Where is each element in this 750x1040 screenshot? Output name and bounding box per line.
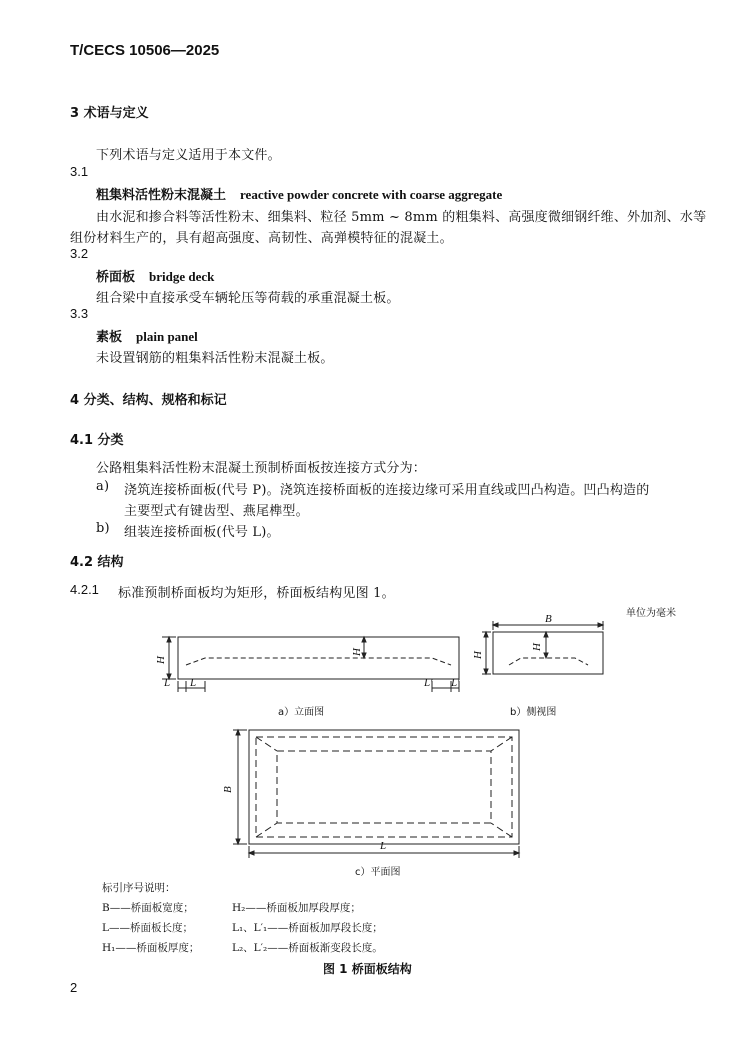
term-3-2-zh: 桥面板: [96, 270, 136, 285]
label-B-side: B: [545, 613, 552, 625]
clause-4-2-1-text: 标准预制桥面板均为矩形，桥面板结构见图 1。: [118, 586, 395, 601]
clause-4-2-1-number: 4.2.1: [70, 582, 99, 597]
term-3-3-zh: 素板: [96, 330, 123, 345]
label-L1: L: [164, 677, 171, 689]
term-3-2-definition: 组合梁中直接承受车辆轮压等荷载的承重混凝土板。: [96, 291, 400, 306]
section-4-title: 4 分类、结构、规格和标记: [70, 393, 227, 408]
section-3-title: 3 术语与定义: [70, 106, 149, 121]
list-item-a-line-2: 主要型式有键齿型、燕尾榫型。: [124, 504, 309, 519]
label-L-plan: L: [380, 840, 387, 852]
term-3-2-en: bridge deck: [149, 269, 215, 284]
term-3-2-title: [96, 266, 214, 285]
label-H1-side: H: [531, 643, 543, 651]
figure-title: 图 1 桥面板结构: [323, 962, 412, 976]
term-3-1-zh: 粗集料活性粉末混凝土: [96, 188, 227, 203]
label-L1-prime: L′: [451, 677, 460, 689]
section-4-2-title: 4.2 结构: [70, 555, 124, 570]
term-3-3-definition: 未设置钢筋的粗集料活性粉末混凝土板。: [96, 351, 334, 366]
term-3-3-number: 3.3: [70, 306, 89, 321]
list-item-b-line-1: 组装连接桥面板(代号 L)。: [124, 525, 280, 540]
legend-item: L₂、L′₂——桥面板渐变段长度。: [232, 942, 383, 954]
document-code: T/CECS 10506—2025: [70, 42, 220, 59]
plan-view-outline: [249, 730, 519, 844]
caption-b-side-view: b）侧视图: [510, 707, 557, 718]
term-3-1-en: reactive powder concrete with coarse aggregate: [240, 187, 503, 202]
section-4-1-intro: 公路粗集料活性粉末混凝土预制桥面板按连接方式分为：: [96, 461, 427, 476]
list-item-a-marker: a): [96, 479, 110, 494]
label-L2: L: [190, 677, 197, 689]
term-3-3-en: plain panel: [136, 329, 198, 344]
page-number: 2: [70, 980, 78, 995]
term-3-1-definition-line-1: 由水泥和掺合料等活性粉末、细集料、粒径 5mm ~ 8mm 的粗集料、高强度微细钢纤维、外加剂、水等: [96, 210, 707, 225]
term-3-1-definition-line-2: 组份材料生产的，具有超高强度、高韧性、高弹模特征的混凝土。: [70, 231, 453, 246]
plan-view-dashed-frame: [256, 737, 512, 837]
term-3-1-number: 3.1: [70, 164, 89, 179]
legend-item: B——桥面板宽度；: [102, 902, 194, 914]
caption-c-plan-view: c）平面图: [355, 867, 401, 878]
figure-1-drawing: [0, 610, 750, 870]
legend-item: L₁、L′₁——桥面板加厚段长度；: [232, 922, 383, 934]
unit-note: 单位为毫米: [626, 608, 676, 619]
list-item-a-line-1: 浇筑连接桥面板(代号 P)。浇筑连接桥面板的连接边缘可采用直线或凹凸构造。凹凸构造的: [124, 483, 650, 498]
label-H2-elevation: H: [155, 656, 167, 664]
legend-item: H₂——桥面板加厚段厚度；: [232, 902, 361, 914]
section-3-intro: 下列术语与定义适用于本文件。: [96, 148, 281, 163]
legend-title: 标引序号说明：: [102, 882, 176, 894]
label-B-plan: B: [222, 786, 234, 793]
label-H1-elevation: H: [351, 648, 363, 656]
term-3-1-title: [96, 184, 502, 203]
term-3-2-number: 3.2: [70, 246, 89, 261]
elevation-haunch-dashed: [186, 658, 451, 665]
section-4-1-title: 4.1 分类: [70, 433, 124, 448]
side-view-haunch-dashed: [509, 658, 588, 665]
term-3-3-title: [96, 326, 198, 345]
legend-item: H₁——桥面板厚度；: [102, 942, 200, 954]
legend-item: L——桥面板长度；: [102, 922, 193, 934]
list-item-b-marker: b): [96, 521, 110, 536]
label-H2-side: H: [472, 651, 484, 659]
caption-a-elevation: a）立面图: [278, 707, 325, 718]
label-L2-prime: L′: [424, 677, 433, 689]
